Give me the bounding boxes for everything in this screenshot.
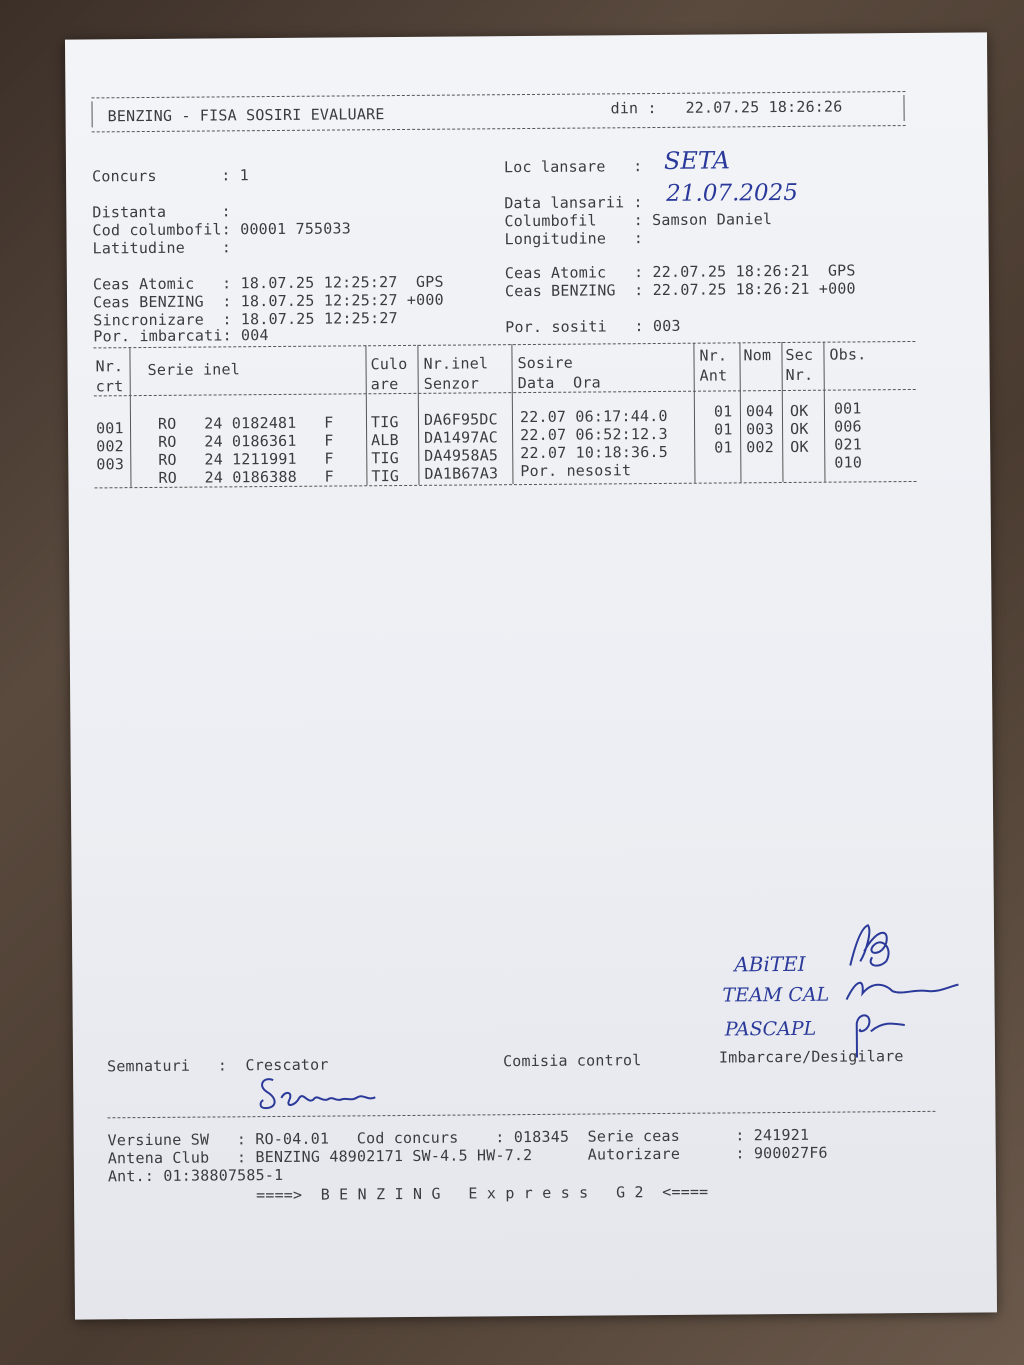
cell-nom: 002 bbox=[746, 438, 774, 457]
footer-versiune: Versiune SW : RO-04.01 Cod concurs : 018345 Serie ceas : 241921 bbox=[107, 1125, 810, 1150]
columbofil-line: Columbofil : Samson Daniel bbox=[504, 210, 773, 231]
col-header-crt: crt bbox=[95, 377, 124, 396]
cell-ant: 01 bbox=[714, 438, 733, 457]
col-divider bbox=[823, 342, 825, 482]
col-divider bbox=[781, 342, 783, 482]
cell-sec: OK bbox=[789, 401, 809, 420]
col-header-obs: Obs. bbox=[829, 345, 867, 364]
distanta-line: Distanta : bbox=[92, 202, 231, 222]
cell-nom: 003 bbox=[745, 420, 774, 439]
cell-culoare: TIG bbox=[371, 467, 400, 486]
col-header-sec-1: Sec bbox=[785, 345, 814, 364]
col-divider bbox=[365, 345, 367, 485]
col-divider bbox=[511, 344, 513, 484]
cell-serie: RO 24 1211991 F bbox=[158, 449, 334, 469]
col-header-sosire: Sosire bbox=[517, 353, 574, 373]
handnote-pascapl: PASCAPL bbox=[724, 1017, 817, 1041]
cell-senzor: DA4958A5 bbox=[424, 446, 499, 465]
col-divider bbox=[129, 347, 131, 487]
header-bottom-border bbox=[92, 125, 906, 132]
ceas-benzing-right: Ceas BENZING : 22.07.25 18:26:21 +000 bbox=[504, 279, 856, 301]
cell-culoare: TIG bbox=[370, 413, 399, 432]
longitudine-line: Longitudine : bbox=[504, 229, 644, 249]
cell-sosire: 22.07 06:17:44.0 bbox=[519, 406, 668, 427]
col-divider bbox=[739, 342, 741, 482]
col-divider bbox=[417, 345, 419, 485]
cell-culoare: ALB bbox=[371, 431, 399, 450]
loc-lansare-handwritten: SETA bbox=[663, 146, 731, 175]
cod-columbofil-line: Cod columbofil: 00001 755033 bbox=[92, 219, 352, 240]
col-header-serie: Serie inel bbox=[147, 360, 240, 380]
crescator-signature bbox=[255, 1067, 385, 1118]
initials-signature bbox=[842, 921, 902, 973]
footer-brand: ====> B E N Z I N G E x p r e s s G 2 <==== bbox=[255, 1182, 709, 1205]
ceas-atomic-right: Ceas Atomic : 22.07.25 18:26:21 GPS bbox=[504, 261, 856, 283]
ceas-benzing-left: Ceas BENZING : 18.07.25 12:25:27 +000 bbox=[92, 290, 444, 312]
header-left-border bbox=[91, 101, 92, 127]
footer-ant: Ant.: 01:38807585-1 bbox=[107, 1165, 284, 1186]
col-header-senzor: Senzor bbox=[423, 374, 480, 393]
cell-nom: 004 bbox=[745, 402, 774, 421]
cell-nr: 002 bbox=[96, 437, 124, 456]
data-lansarii-label: Data lansarii : bbox=[504, 193, 643, 213]
col-header-nr-inel: Nr.inel bbox=[423, 354, 489, 373]
cell-senzor: DA6F95DC bbox=[423, 410, 498, 429]
col-header-nom: Nom bbox=[743, 346, 772, 365]
cell-senzor: DA1497AC bbox=[424, 428, 499, 447]
cell-senzor: DA1B67A3 bbox=[424, 464, 499, 483]
col-header-sec-2: Nr. bbox=[785, 365, 814, 384]
concurs-line: Concurs : 1 bbox=[91, 166, 250, 186]
cell-ant: 01 bbox=[713, 420, 733, 439]
sincronizare-line: Sincronizare : 18.07.25 12:25:27 bbox=[93, 309, 398, 330]
report-title: BENZING - FISA SOSIRI EVALUARE bbox=[107, 105, 385, 126]
cell-serie: RO 24 0182481 F bbox=[157, 413, 334, 433]
comisia-control: Comisia control bbox=[502, 1051, 642, 1071]
date-label: din : bbox=[610, 98, 657, 118]
cell-sec: OK bbox=[789, 419, 809, 438]
cell-obs: 010 bbox=[834, 453, 863, 472]
footer-antena: Antena Club : BENZING 48902171 SW-4.5 HW-7.2 Autorizare : 900027F6 bbox=[107, 1143, 828, 1168]
cell-serie: RO 24 0186361 F bbox=[158, 431, 334, 451]
header-right-border bbox=[903, 95, 904, 121]
col-header-data-ora: Data Ora bbox=[517, 373, 601, 393]
col-header-nr: Nr. bbox=[95, 357, 124, 376]
cell-sosire: 22.07 10:18:36.5 bbox=[520, 442, 669, 463]
col-header-culoare-1: Culo bbox=[370, 354, 408, 374]
semnaturi-crescator: Semnaturi : Crescator bbox=[106, 1055, 329, 1076]
cell-obs: 021 bbox=[834, 435, 862, 454]
col-header-nr-ant-1: Nr. bbox=[699, 346, 728, 365]
handnote-team: TEAM CAL bbox=[722, 983, 830, 1007]
imbarcare-desigilare: Imbarcare/Desigilare bbox=[718, 1047, 904, 1067]
ceas-atomic-left: Ceas Atomic : 18.07.25 12:25:27 GPS bbox=[92, 272, 444, 294]
cell-sec: OK bbox=[790, 437, 809, 456]
cell-culoare: TIG bbox=[371, 449, 400, 468]
cell-obs: 006 bbox=[833, 417, 862, 436]
cell-sosire: 22.07 06:52:12.3 bbox=[520, 424, 668, 445]
cell-serie: RO 24 0186388 F bbox=[158, 467, 334, 487]
loc-lansare-label: Loc lansare : bbox=[503, 157, 643, 177]
por-sositi-line: Por. sositi : 003 bbox=[505, 316, 681, 337]
col-header-nr-ant-2: Ant bbox=[699, 366, 728, 385]
date-value: 22.07.25 18:26:26 bbox=[685, 97, 843, 117]
footer-divider bbox=[107, 1111, 935, 1119]
por-imbarcati-line: Por. imbarcati: 004 bbox=[93, 326, 269, 346]
cell-nr: 003 bbox=[96, 455, 125, 474]
handnote-abitei: ABiTEI bbox=[734, 951, 806, 977]
cell-obs: 001 bbox=[833, 399, 862, 418]
cell-ant: 01 bbox=[713, 402, 733, 421]
col-divider bbox=[693, 343, 695, 483]
col-header-culoare-2: are bbox=[370, 375, 399, 394]
cell-sosire: Por. nesosit bbox=[520, 461, 632, 481]
printout-page bbox=[65, 32, 997, 1319]
latitudine-line: Latitudine : bbox=[92, 238, 232, 258]
data-lansarii-handwritten: 21.07.2025 bbox=[666, 179, 799, 207]
table-header-border bbox=[94, 389, 916, 396]
cell-nr: 001 bbox=[95, 419, 124, 438]
